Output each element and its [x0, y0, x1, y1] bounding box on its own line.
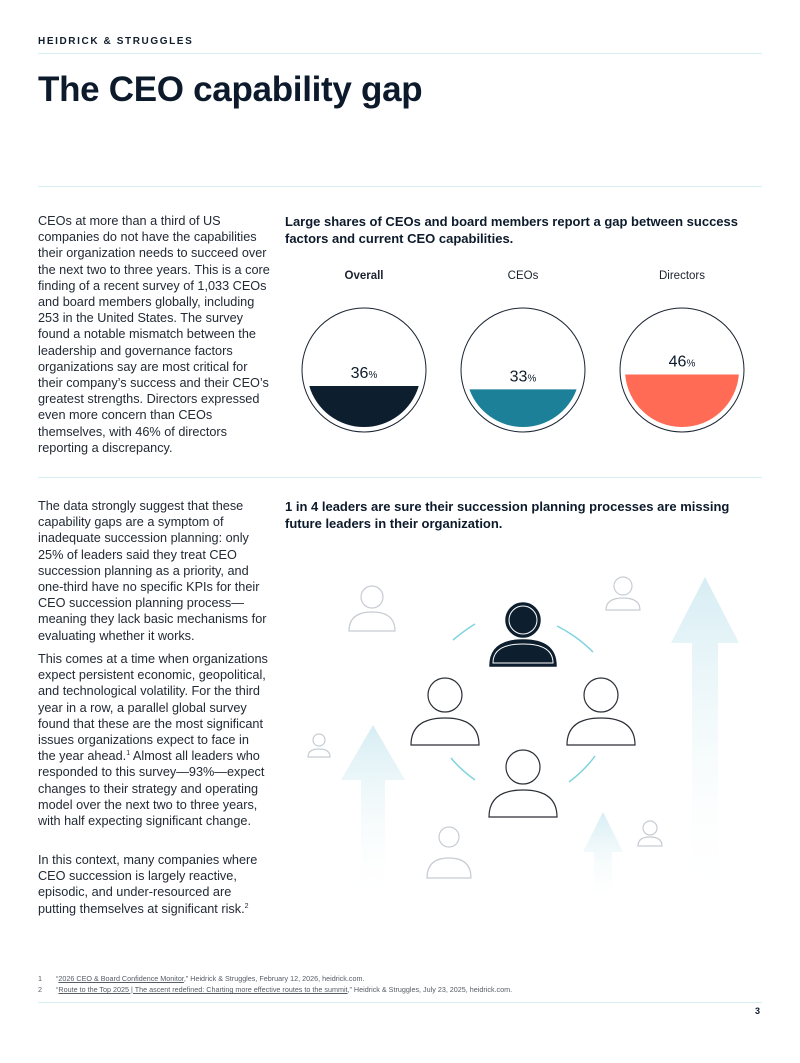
page-number: 3	[754, 1006, 760, 1016]
body-paragraph-3-text: In this context, many companies where CEO succession is largely reactive, episodic, and under-resourced are putting themselves at significant risk.	[38, 853, 258, 916]
footnote-1	[38, 973, 762, 984]
section-rule	[38, 477, 762, 478]
footnote-2	[38, 984, 762, 995]
chart-heading: Large shares of CEOs and board members report a gap between success factors and current CEO capabilities.	[285, 214, 738, 246]
footnote-source: ,” Heidrick & Struggles, February 12, 2026, heidrick.com.	[183, 974, 365, 983]
footnote-rule	[38, 962, 762, 963]
footnote-ref-1[interactable]: 1	[126, 749, 131, 757]
footnote-link-2[interactable]: Route to the Top 2025 | The ascent redefined: Charting more effective routes to the summit	[58, 985, 348, 994]
arrow-left-icon	[341, 725, 405, 905]
arrow-small-icon	[583, 812, 623, 905]
brand-header: HEIDRICK & STRUGGLES	[38, 36, 194, 47]
gauge-label-overall: Overall	[344, 270, 384, 282]
footnote-ref-2[interactable]: 2	[244, 902, 249, 910]
gauge-value-label: 46%	[668, 353, 696, 371]
title-rule	[38, 186, 762, 187]
bottom-rule	[38, 1002, 762, 1003]
intro-paragraph: CEOs at more than a third of US companies do not have the capabilities their organization needs to succeed over the next two to three years. This is a core finding of a recent survey of 1,033 CEOs and board members globally, including 253 in the United States. The survey found a notable mismatch between the leadership and governance factors organizations say are most critical for their company’s success and their CEO’s greatest strengths. Directors expressed even more concern than CEOs themselves, with 46% of directors reporting a discrepancy.	[38, 214, 270, 455]
arrow-right-icon	[671, 577, 739, 905]
succession-heading: 1 in 4 leaders are sure their succession planning processes are missing future leaders in their organization.	[285, 499, 730, 531]
header-rule	[38, 53, 762, 54]
people-network-icon	[285, 560, 755, 920]
outline-person-icon	[411, 678, 635, 817]
body-paragraph-3	[38, 852, 270, 917]
body-paragraph-2-text: This comes at a time when organizations expect persistent economic, geopolitical, and technological volatility. For the third year in a row, a parallel global survey found that these are the most significant issues organizations expect to face in the year ahead.	[38, 652, 268, 764]
gauge-fill-ceos	[469, 389, 576, 427]
footnote-quote: “	[56, 974, 59, 983]
gauge-fill-directors	[625, 375, 739, 427]
gauge-value-label: 36%	[350, 364, 378, 382]
gauge-directors	[620, 308, 744, 432]
footnote-quote: “	[56, 985, 59, 994]
leader-person-icon	[490, 603, 556, 666]
gauge-chart	[285, 300, 755, 440]
gauge-ceos	[461, 308, 585, 432]
gauge-label-ceos: CEOs	[507, 270, 539, 282]
footnote-number: 2	[38, 985, 42, 994]
gauge-label-directors: Directors	[658, 270, 705, 282]
footnote-number: 1	[38, 974, 42, 983]
body-paragraph-1: The data strongly suggest that these capability gaps are a symptom of inadequate succession planning: only 25% of leaders said they treat CEO succession planning as a priority, and one-third have no specific KPIs for their CEO succession planning process—meaning they lack basic mechanisms for evaluating whether it works.	[38, 499, 267, 643]
body-paragraph-2b-text: Almost all leaders who responded to this survey—93%—expect changes to their strategy and operating model over the next two to three years, with half expecting significant change.	[38, 749, 265, 829]
footnote-link-1[interactable]: 2026 CEO & Board Confidence Monitor	[58, 974, 184, 983]
gauge-overall	[302, 308, 426, 432]
footnotes	[38, 973, 762, 995]
gauge-fill-overall	[309, 386, 418, 427]
gauge-value-label: 33%	[509, 368, 537, 386]
footnote-source: ,” Heidrick & Struggles, July 23, 2025, heidrick.com.	[347, 985, 513, 994]
body-paragraph-2	[38, 651, 270, 829]
page-title: The CEO capability gap	[38, 70, 423, 109]
